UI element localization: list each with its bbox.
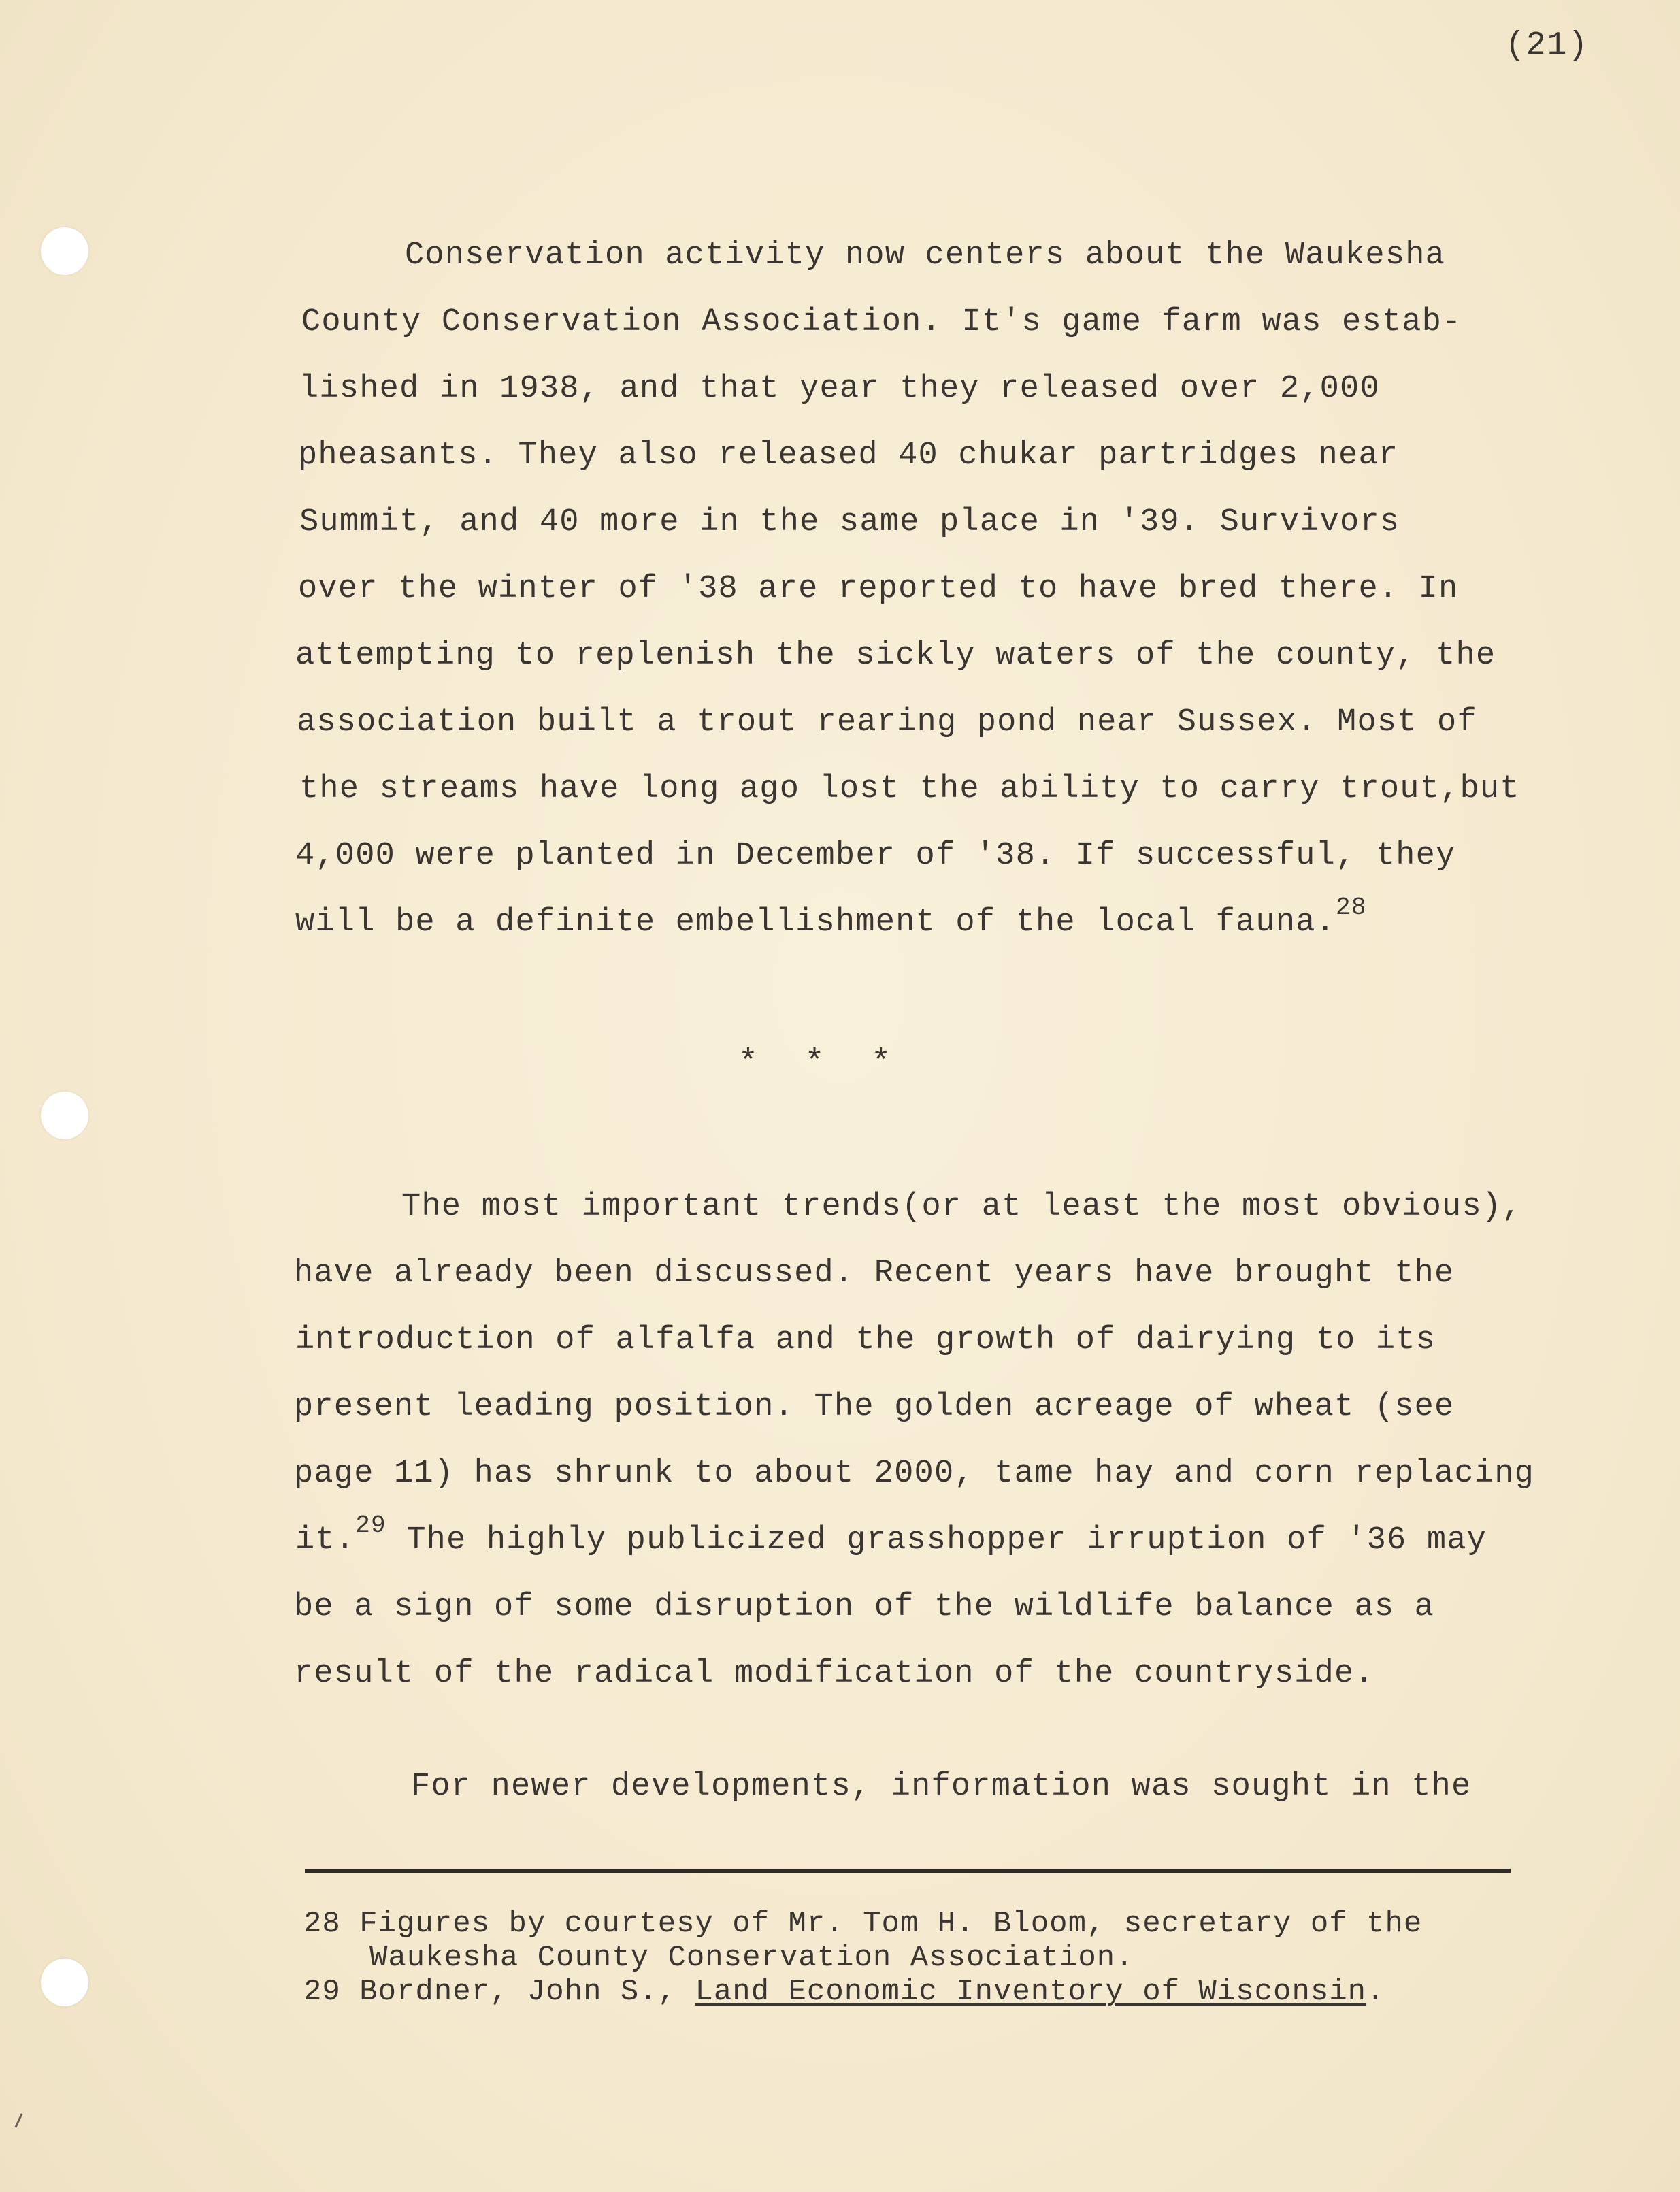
text-line: association built a trout rearing pond near Sussex. Most of (297, 704, 1477, 740)
text-line: The most important trends(or at least the most obvious), (401, 1189, 1522, 1225)
text-line: result of the radical modification of the countryside. (294, 1656, 1374, 1692)
footnote-number: 29 (303, 1975, 341, 2009)
text-line: For newer developments, information was sought in the (411, 1769, 1472, 1805)
text-line: Conservation activity now centers about the Waukesha (405, 238, 1446, 274)
text-line-with-footnote (295, 1511, 1487, 1561)
text-fragment: The highly publicized grasshopper irruption of '36 may (386, 1522, 1487, 1558)
footnote-reference-28: 28 (1336, 894, 1367, 921)
text-line: County Conservation Association. It's game farm was estab- (301, 304, 1462, 340)
footnote-text: Bordner, John S., (359, 1975, 695, 2009)
text-line: the streams have long ago lost the ability to carry trout,but (299, 771, 1520, 807)
footnote-text: Figures by courtesy of Mr. Tom H. Bloom, secretary of the (359, 1907, 1423, 1941)
footnote-end: . (1366, 1975, 1385, 2009)
text-line: be a sign of some disruption of the wildlife balance as a (294, 1589, 1435, 1625)
footnote-28-line1 (303, 1908, 1422, 1940)
text-line: attempting to replenish the sickly waters of the county, the (295, 638, 1496, 674)
section-separator: * * * (738, 1045, 905, 1081)
text-line: 4,000 were planted in December of '38. If successful, they (295, 838, 1456, 874)
footnote-reference-29: 29 (355, 1511, 386, 1539)
text-line-last (295, 894, 1367, 943)
text-line: present leading position. The golden acreage of wheat (see (294, 1389, 1455, 1425)
footnote-29 (303, 1976, 1385, 2008)
text-line: have already been discussed. Recent years have brought the (294, 1256, 1455, 1292)
text-line: over the winter of '38 are reported to have bred there. In (298, 571, 1459, 607)
text-fragment: it. (295, 1522, 356, 1558)
binder-hole-bottom (41, 1959, 88, 2006)
footnote-28-line2: Waukesha County Conservation Association. (369, 1941, 1134, 1975)
text-line: lished in 1938, and that year they released over 2,000 (299, 371, 1380, 407)
footnote-divider (305, 1869, 1511, 1873)
binder-hole-middle (41, 1092, 88, 1139)
text-fragment: will be a definite embellishment of the local fauna. (295, 904, 1336, 940)
text-line: introduction of alfalfa and the growth of dairying to its (295, 1322, 1436, 1358)
footnote-cited-title: Land Economic Inventory of Wisconsin (695, 1975, 1367, 2009)
text-line: page 11) has shrunk to about 2000, tame hay and corn replacing (294, 1456, 1535, 1492)
text-line: pheasants. They also released 40 chukar partridges near (298, 438, 1399, 474)
page-number: (21) (1505, 27, 1590, 64)
footnote-number: 28 (303, 1907, 341, 1941)
binder-hole-top (41, 227, 88, 275)
text-line: Summit, and 40 more in the same place in '39. Survivors (299, 504, 1400, 540)
